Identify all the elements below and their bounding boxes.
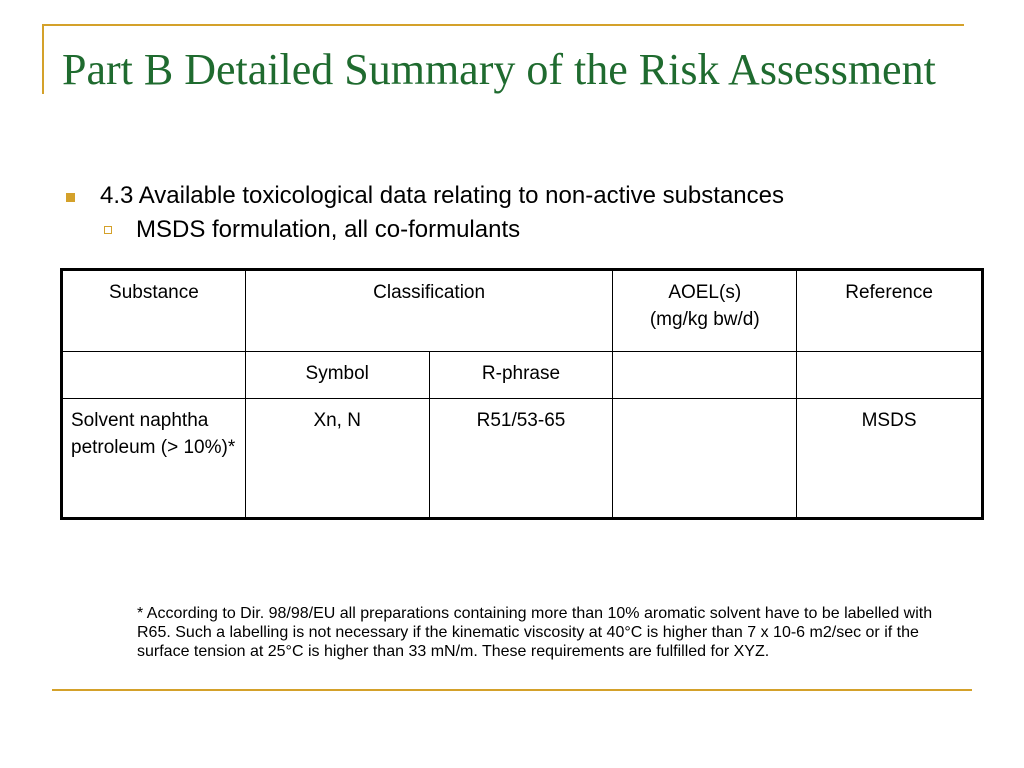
table-row [62,399,983,519]
square-bullet-icon [66,193,75,202]
bullet-text: 4.3 Available toxicological data relating to non-active substances [100,182,784,209]
header-substance: Substance [62,270,246,352]
cell-reference: MSDS [797,399,983,519]
subheader-symbol: Symbol [245,352,429,399]
top-divider [42,24,964,26]
hollow-square-bullet-icon [104,226,112,234]
bottom-divider [52,689,972,691]
subheader-empty [62,352,246,399]
cell-aoel [613,399,797,519]
subheader-r-phrase: R-phrase [429,352,613,399]
bullet-text: MSDS formulation, all co-formulants [136,216,521,243]
header-aoel-line2: (mg/kg bw/d) [649,309,760,330]
header-classification: Classification [245,270,613,352]
header-aoel-line1: AOEL(s) [668,282,742,303]
cell-symbol: Xn, N [245,399,429,519]
left-divider [42,24,44,94]
header-aoel [613,270,797,352]
slide-title: Part B Detailed Summary of the Risk Assessment [62,45,936,94]
toxicology-table [60,268,984,520]
subheader-empty [797,352,983,399]
subheader-empty [613,352,797,399]
table-header-row [62,270,983,352]
footnote: * According to Dir. 98/98/EU all preparations containing more than 10% aromatic solvent have to be labelled with R65. Such a labelling is not necessary if the kinematic viscosity at 40°C is higher than 7 x 10-6 m2/sec or if the surface tension at 25°C is higher than 33 mN/m. These requirements are fulfilled for XYZ. [137,605,933,660]
header-reference: Reference [797,270,983,352]
table-subheader-row [62,352,983,399]
cell-substance: Solvent naphtha petroleum (> 10%)* [62,399,246,519]
cell-r-phrase: R51/53-65 [429,399,613,519]
